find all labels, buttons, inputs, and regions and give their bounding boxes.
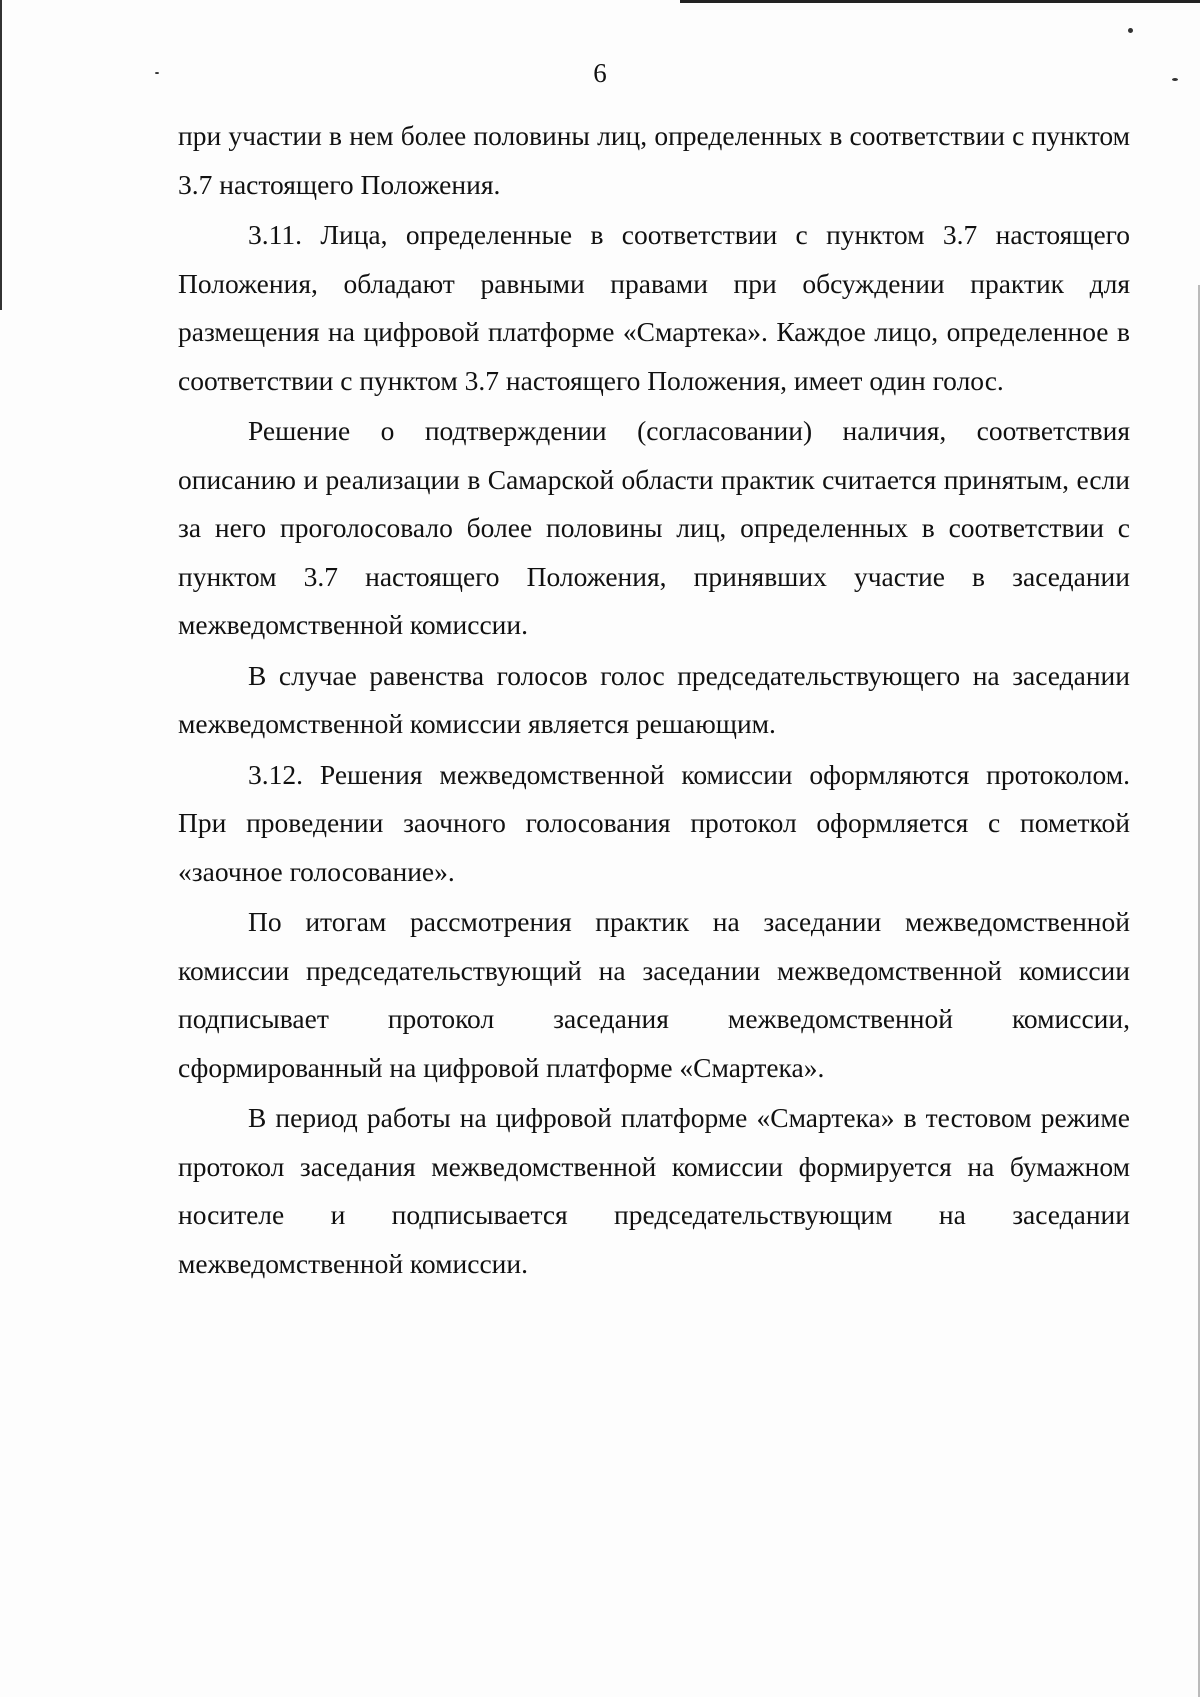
paragraph: В период работы на цифровой платформе «Смартека» в тестовом режиме протокол заседания межведомственной комиссии формируется на бумажном носителе и подписывается председательствующим на заседании межведомственной комиссии.	[178, 1102, 1130, 1279]
paragraph: 3.11. Лица, определенные в соответствии с пунктом 3.7 настоящего Положения, обладают равными правами при обсуждении практик для размещения на цифровой платформе «Смартека». Каждое лицо, определенное в соответствии с пунктом 3.7 настоящего Положения, имеет один голос.	[178, 219, 1130, 396]
paragraph: 3.12. Решения межведомственной комиссии оформляются протоколом. При проведении заочного голосования протокол оформляется с пометкой «заочное голосование».	[178, 758, 1130, 887]
paragraph: Решение о подтверждении (согласовании) наличия, соответствия описанию и реализации в Самарской области практик считается принятым, если за него проголосовало более половины лиц, определенных в соответствии с пунктом 3.7 настоящего Положения, принявших участие в заседании межведомственной комиссии.	[178, 415, 1130, 640]
paragraph: В случае равенства голосов голос председательствующего на заседании межведомственной комиссии является решающим.	[178, 659, 1130, 739]
page-number: 6	[593, 58, 607, 88]
scan-speck	[1128, 28, 1133, 33]
paragraph: при участии в нем более половины лиц, определенных в соответствии с пунктом 3.7 настоящего Положения.	[178, 120, 1130, 200]
paragraph: По итогам рассмотрения практик на заседании межведомственной комиссии председательствующий на заседании межведомственной комиссии подписывает протокол заседания межведомственной комиссии, сформированный на цифровой платформе «Смартека».	[178, 906, 1130, 1083]
document-body	[178, 112, 1130, 1288]
scan-edge-top	[680, 0, 1200, 3]
scan-edge-left	[0, 0, 2, 310]
